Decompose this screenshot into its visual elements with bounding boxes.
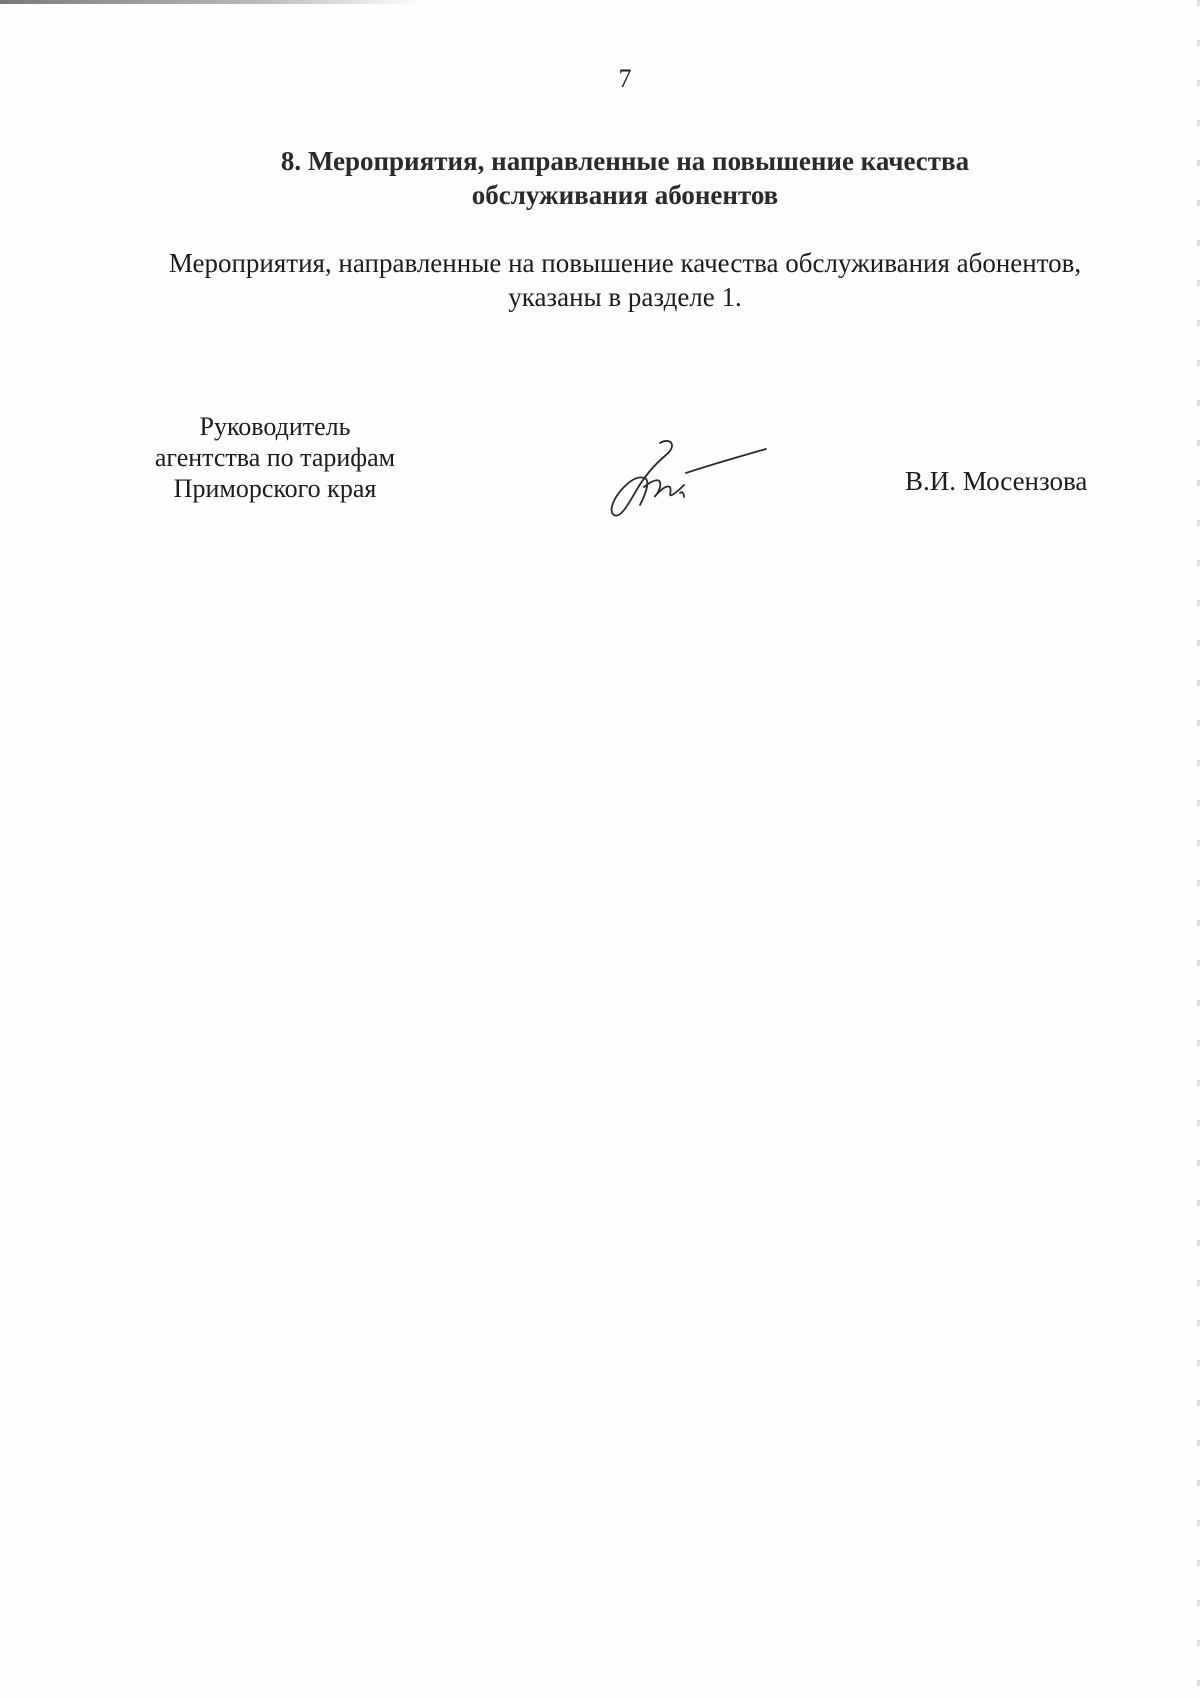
section-heading-line-1: 8. Мероприятия, направленные на повышение качества [280,146,970,176]
signatory-title-line-2: агентства по тарифам [154,443,396,472]
body-paragraph-line-1: Мероприятия, направленные на повышение качества обслуживания абонентов, [168,248,1082,278]
signatory-title [120,411,430,504]
signatory-name: В.И. Мосензова [905,466,1088,496]
section-heading [200,144,1050,212]
signatory-title-line-1: Руководитель [199,412,351,441]
page-number: 7 [618,64,632,93]
body-paragraph [120,246,1130,314]
section-heading-line-2: обслуживания абонентов [471,180,779,210]
scan-edge-top [0,0,420,4]
signatory-title-line-3: Приморского края [173,474,377,503]
body-paragraph-line-2: указаны в разделе 1. [508,282,742,312]
signature-icon [600,435,770,525]
